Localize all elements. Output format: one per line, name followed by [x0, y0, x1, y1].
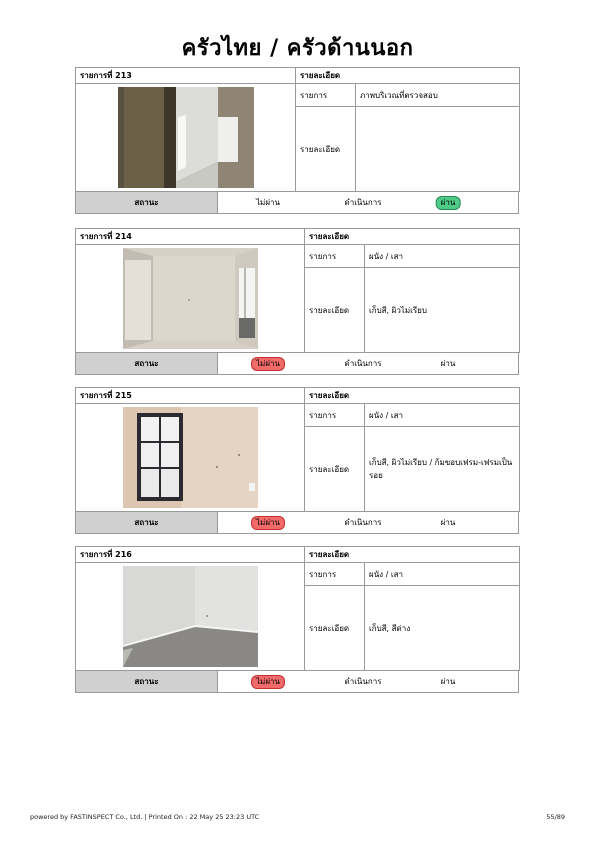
inspection-photo[interactable] [123, 248, 258, 349]
status-option-in-progress[interactable]: ดำเนินการ [344, 358, 382, 368]
status-options [218, 671, 518, 692]
page-number: 55/89 [546, 813, 565, 821]
status-option-in-progress[interactable]: ดำเนินการ [344, 676, 382, 686]
inspection-table [75, 546, 520, 671]
details-header: รายละเอียด [305, 229, 520, 245]
status-options [218, 512, 518, 533]
status-row [75, 512, 519, 534]
details-value [356, 107, 520, 192]
item-label: รายการ [305, 404, 365, 427]
inspection-table [75, 387, 520, 512]
details-value: เก็บสี, ผิวไม่เรียบ / ก้มขอบเฟรม-เฟรมเป็นรอย [365, 427, 520, 512]
item-label: รายการ [305, 245, 365, 268]
status-option-pass[interactable]: ผ่าน [436, 196, 461, 210]
inspection-card-213 [75, 67, 519, 214]
details-header: รายละเอียด [305, 547, 520, 563]
status-row [75, 192, 519, 214]
details-label: รายละเอียด [296, 107, 356, 192]
inspection-photo[interactable] [123, 566, 258, 667]
inspection-photo-cell [76, 404, 305, 512]
status-option-in-progress[interactable]: ดำเนินการ [344, 197, 382, 207]
status-label: สถานะ [76, 192, 218, 213]
inspection-table [75, 228, 520, 353]
item-value: ผนัง / เสา [365, 563, 520, 586]
inspection-card-214 [75, 228, 519, 375]
inspection-photo-cell [76, 84, 296, 192]
status-option-fail[interactable]: ไม่ผ่าน [251, 516, 285, 530]
inspection-photo[interactable] [118, 87, 254, 188]
footer-text: powered by FASTINSPECT Co., Ltd. | Printed On : 22 May 25 23:23 UTC [30, 813, 260, 821]
details-label: รายละเอียด [305, 427, 365, 512]
item-value: ภาพบริเวณที่ตรวจสอบ [356, 84, 520, 107]
details-header: รายละเอียด [305, 388, 520, 404]
status-option-in-progress[interactable]: ดำเนินการ [344, 517, 382, 527]
inspection-photo-cell [76, 563, 305, 671]
status-label: สถานะ [76, 512, 218, 533]
item-header: รายการที่ 213 [76, 68, 296, 84]
page-title: ครัวไทย / ครัวด้านนอก [181, 36, 414, 61]
item-header: รายการที่ 216 [76, 547, 305, 563]
item-header: รายการที่ 215 [76, 388, 305, 404]
inspection-card-215 [75, 387, 519, 534]
inspection-table [75, 67, 520, 192]
status-option-fail[interactable]: ไม่ผ่าน [251, 357, 285, 371]
status-label: สถานะ [76, 671, 218, 692]
status-option-fail[interactable]: ไม่ผ่าน [251, 675, 285, 689]
status-option-fail[interactable]: ไม่ผ่าน [256, 197, 280, 207]
status-options [218, 192, 518, 213]
status-row [75, 353, 519, 375]
status-option-pass[interactable]: ผ่าน [440, 358, 456, 368]
item-label: รายการ [305, 563, 365, 586]
inspection-photo[interactable] [123, 407, 258, 508]
status-options [218, 353, 518, 374]
item-value: ผนัง / เสา [365, 245, 520, 268]
details-header: รายละเอียด [296, 68, 520, 84]
inspection-card-216 [75, 546, 519, 693]
details-label: รายละเอียด [305, 586, 365, 671]
item-value: ผนัง / เสา [365, 404, 520, 427]
status-option-pass[interactable]: ผ่าน [440, 676, 456, 686]
details-value: เก็บสี, สีด่าง [365, 586, 520, 671]
status-option-pass[interactable]: ผ่าน [440, 517, 456, 527]
status-label: สถานะ [76, 353, 218, 374]
inspection-photo-cell [76, 245, 305, 353]
item-header: รายการที่ 214 [76, 229, 305, 245]
details-value: เก็บสี, ผิวไม่เรียบ [365, 268, 520, 353]
item-label: รายการ [296, 84, 356, 107]
details-label: รายละเอียด [305, 268, 365, 353]
status-row [75, 671, 519, 693]
